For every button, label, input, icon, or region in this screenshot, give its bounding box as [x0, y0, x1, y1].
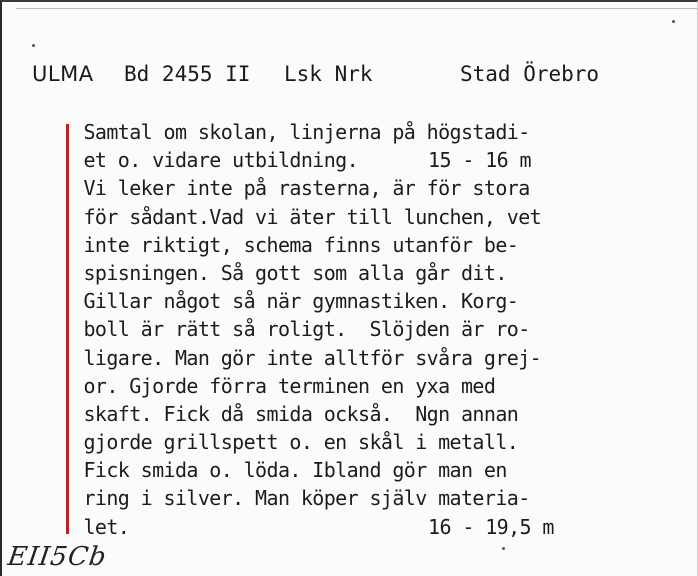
transcript-line-text: Gillar något så när gymnastiken. Korg-: [72, 289, 519, 314]
transcript-line: [72, 315, 652, 343]
transcript-line: [72, 259, 652, 287]
transcript-line: [72, 203, 652, 231]
transcript-line-text: ring i silver. Man köper själv materia-: [72, 486, 530, 511]
transcript-line: [72, 400, 652, 428]
transcript-line: [72, 231, 652, 259]
reference-number: Bd 2455 II: [124, 62, 251, 86]
transcript-line-text: let.: [72, 514, 130, 539]
card-header: [32, 62, 672, 94]
duration-note: 16 - 19,5 m: [428, 514, 554, 539]
handwritten-signature: EII5Cb: [5, 542, 109, 572]
transcript-line-text: Samtal om skolan, linjerna på högstadi-: [72, 120, 530, 144]
transcript-text: [72, 118, 652, 541]
transcript-line: [72, 287, 652, 315]
transcript-line: [72, 428, 652, 456]
transcript-line: [72, 372, 652, 400]
dust-speck: [672, 20, 675, 23]
transcript-line: [72, 513, 652, 541]
dust-speck: [502, 547, 505, 550]
archive-code: ULMA: [32, 62, 94, 86]
transcript-line-text: skaft. Fick då smida också. Ngn annan: [72, 401, 519, 426]
transcript-line: [72, 484, 652, 512]
transcript-line-text: ligare. Man gör inte alltför svåra grej-: [72, 345, 542, 370]
transcript-line-text: boll är rätt så roligt. Slöjden är ro-: [72, 317, 530, 342]
transcript-line-text: gjorde grillspett o. en skål i metall.: [72, 430, 519, 455]
duration-note: 15 - 16 m: [428, 148, 531, 173]
dust-speck: [32, 44, 35, 47]
transcript-line-text: or. Gjorde förra terminen en yxa med: [72, 373, 496, 398]
transcript-line-text: för sådant.Vad vi äter till lunchen, vet: [72, 204, 542, 229]
transcript-line: [72, 456, 652, 484]
red-margin-line: [66, 124, 69, 534]
transcript-line-text: Vi leker inte på rasterna, är för stora: [72, 176, 530, 201]
transcript-line-text: inte riktigt, schema finns utanför be-: [72, 232, 519, 257]
transcript-line-text: spisningen. Så gott som alla går dit.: [72, 260, 507, 285]
transcript-line-text: Fick smida o. löda. Ibland gör man en: [72, 458, 507, 483]
top-frame-line: [16, 8, 697, 9]
transcript-line: [72, 118, 652, 146]
area-code: Lsk Nrk: [284, 62, 373, 86]
transcript-line: [72, 146, 652, 174]
transcript-line: [72, 344, 652, 372]
transcript-line-text: et o. vidare utbildning.: [72, 148, 359, 173]
place-name: Stad Örebro: [460, 62, 600, 86]
transcript-line: [72, 174, 652, 202]
